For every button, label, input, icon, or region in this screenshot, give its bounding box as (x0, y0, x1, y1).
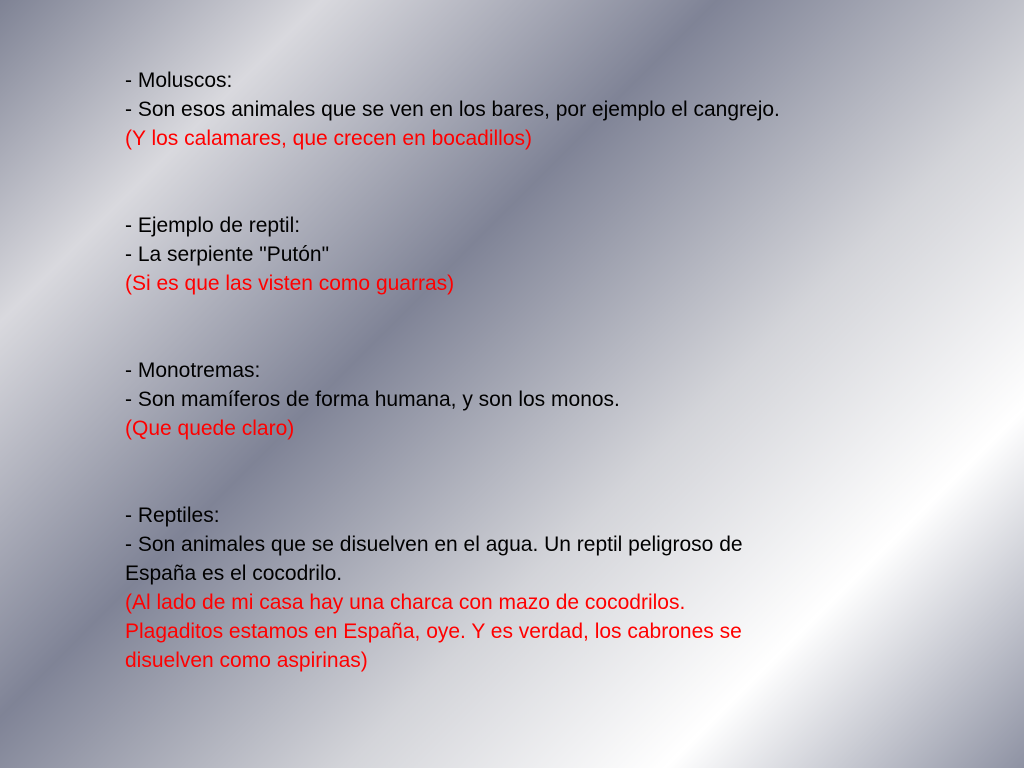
topic-heading: - Moluscos: (125, 69, 233, 92)
text-block-ejemplo-reptil (125, 211, 995, 298)
joke-comment: (Que quede claro) (125, 417, 295, 440)
joke-comment: Plagaditos estamos en España, oye. Y es verdad, los cabrones se (125, 620, 742, 643)
joke-comment: (Y los calamares, que crecen en bocadillos) (125, 127, 532, 150)
joke-comment: (Si es que las visten como guarras) (125, 272, 455, 295)
topic-heading: - Monotremas: (125, 359, 261, 382)
joke-comment: disuelven como aspirinas) (125, 649, 368, 672)
joke-comment: (Al lado de mi casa hay una charca con mazo de cocodrilos. (125, 591, 686, 614)
answer-line: - Son esos animales que se ven en los bares, por ejemplo el cangrejo. (125, 98, 780, 121)
answer-line: - La serpiente "Putón" (125, 243, 330, 266)
answer-line: España es el cocodrilo. (125, 562, 343, 585)
topic-heading: - Ejemplo de reptil: (125, 214, 301, 237)
slide-content (125, 66, 995, 675)
topic-heading: - Reptiles: (125, 504, 220, 527)
answer-line: - Son animales que se disuelven en el agua. Un reptil peligroso de (125, 533, 743, 556)
text-block-moluscos (125, 66, 995, 153)
text-block-reptiles (125, 501, 995, 675)
text-block-monotremas (125, 356, 995, 443)
answer-line: - Son mamíferos de forma humana, y son los monos. (125, 388, 620, 411)
